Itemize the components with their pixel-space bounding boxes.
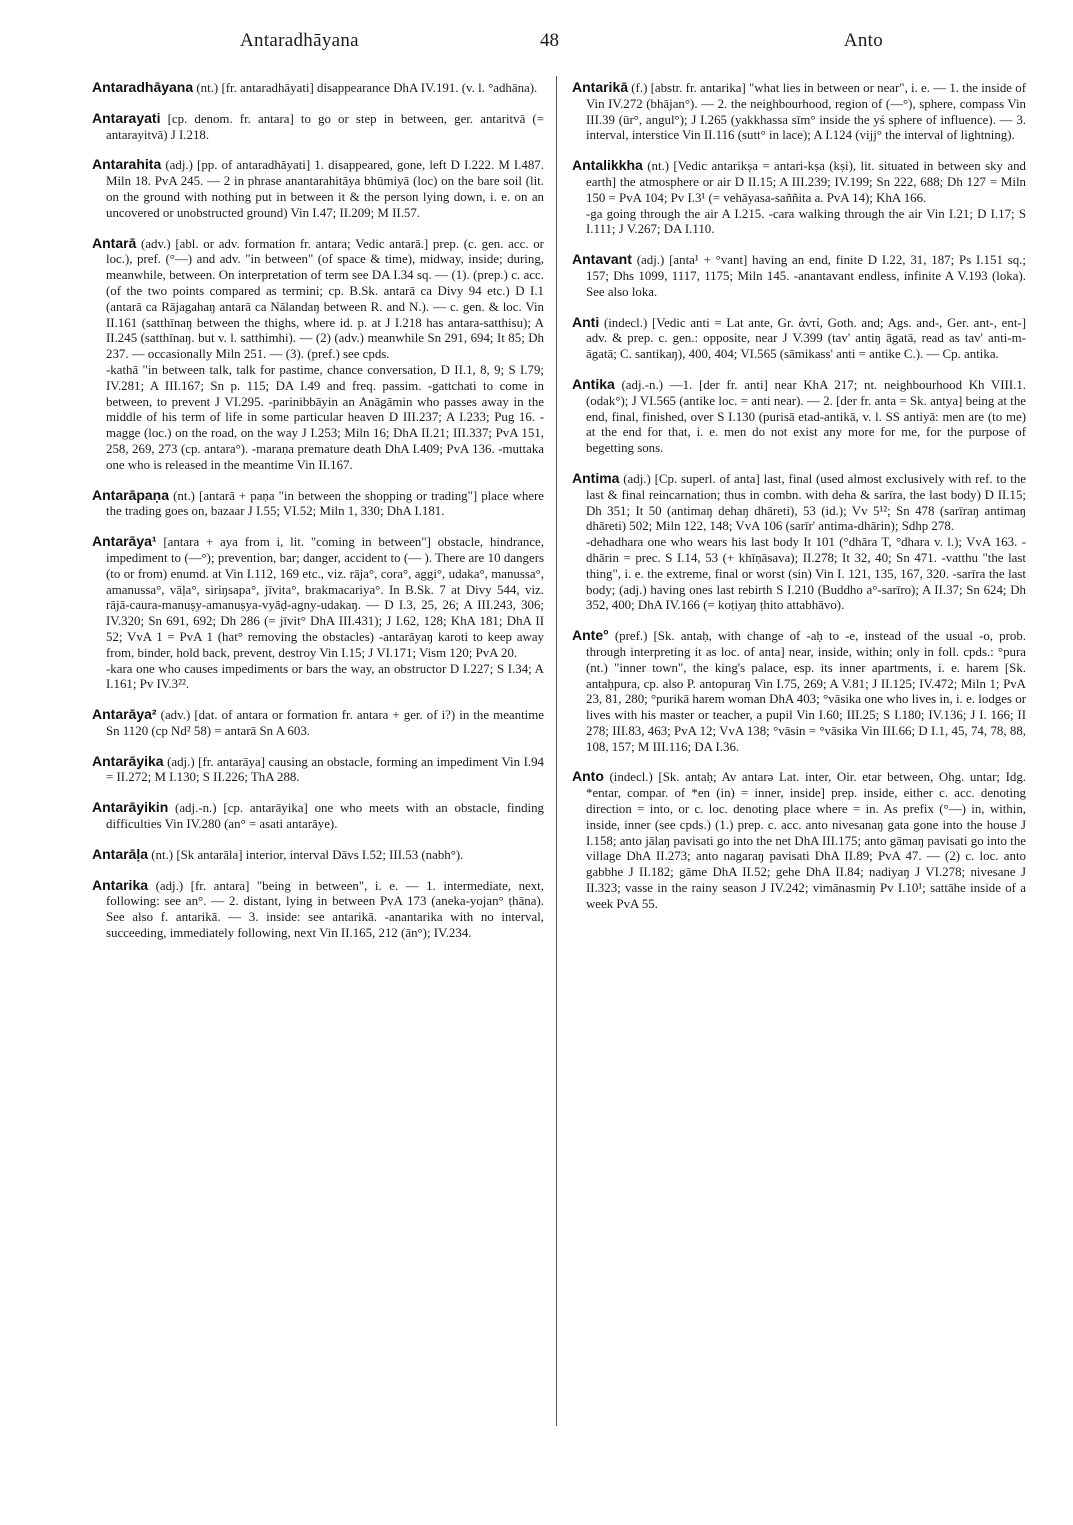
entry-compounds: -dehadhara one who wears his last body It 101 (°dhāra T, °dhara v. l.); VvA 163. -dhārin = prec. S I.14, 53 (+ khīṇāsava); II.278; It 32, 40; Sn 471. -vatthu "the last thing", i. e. the extreme, final or worst (sin) Vin I. 121, 135, 167, 320. -sarīra the last body; (adj.) having ones last rebirth S I.210 (Buddho a°-sarīro); A II.37; Sn 624; Dh 352, 400; DhA IV.166 (= koṭiyaŋ ṭhito attabhāvo).: [586, 535, 1026, 613]
entry-text: (adv.) [abl. or adv. formation fr. antara; Vedic antarā.] prep. (c. gen. acc. or loc.), pref. (°—) and adv. "in between" (of space & time), midway, inside; during, meanwhile, between. On interpretation of term see DA I.34 sq. — (1). (prep.) c. acc. (of the two points compared as termini; cp. B.Sk. antarā ca Divy 94 etc.) D I.1 (antarā ca Rājagahaŋ antarā ca Nālandaŋ between R. and N.). — c. gen. & loc. Vin II.161 (satthīnaŋ between the thighs, where id. p. at J I.218 has antara-satthisu); A II.245 (satthīnaŋ. but v. l. satthimhi). — (2) (adv.) meanwhile Sn 291, 694; It 85; Dh 237. — occasionally Miln 251. — (3). (pref.) see cpds.: [106, 236, 544, 362]
entry-text: (f.) [abstr. fr. antarika] "what lies in between or near", i. e. — 1. the inside of Vin IV.272 (bhājan°). — 2. the neighbourhood, region of (—°), sphere, compass Vin III.39 (ūr°, angul°); J I.265 (yakkhassa sīm° inside the yś sphere of influence). — 3. interval, interstice Vin II.116 (sutt° in lace); A I.124 (vijj° the interval of lightning).: [586, 81, 1026, 143]
running-head-right: Anto: [843, 30, 883, 51]
headword: Antavant: [572, 251, 632, 268]
dictionary-entry: [92, 488, 544, 521]
entry-text: (nt.) [Vedic antarikṣa = antari-kṣa (kṣi), lit. situated in between sky and earth] the atmosphere or air D II.15; A III.239; IV.199; Sn 222, 688; Dh 127 = Miln 150 = PvA 104; Pv I.3¹ (= vehāyasa-saññita a. PvA 14); KhA 166.: [586, 159, 1026, 205]
entry-text: (nt.) [Sk antarāla] interior, interval Dāvs I.52; III.53 (nabh°).: [151, 847, 464, 862]
dictionary-entry: [92, 534, 544, 693]
dictionary-entry: [92, 754, 544, 787]
entry-compounds: -ga going through the air A I.215. -cara walking through the air Vin I.21; D I.17; S I.111; J V.267; DA I.110.: [586, 206, 1026, 237]
running-head-left: Antaradhāyana: [240, 30, 359, 51]
headword: Antarayati: [92, 109, 161, 126]
dictionary-entry: [572, 471, 1026, 614]
entry-text: (nt.) [antarā + paṇa "in between the shopping or trading"] place where the trading goes on, bazaar J I.55; VI.52; Miln 1, 330; DhA I.181.: [106, 488, 544, 519]
entry-text: (indecl.) [Vedic anti = Lat ante, Gr. ἀντί, Goth. and; Ags. and-, Ger. ant-, ent-] adv. & prep. c. gen.: opposite, near J V.399 (tav' antiŋ āgatā, read as tav' anti-m-āgatā; C. santikaŋ), 400, 404; VI.565 (sāmikass' anti = antike C.). — Cp. antika.: [586, 315, 1026, 362]
entry-text: (indecl.) [Sk. antaḥ; Av antarə Lat. inter, Oir. etar between, Ohg. untar; Idg. *entar, compar. of *en (in) = inner, inside] prep. inside, either c. acc. denoting direction = into, or c. loc. denoting place where = in. As prefix (°—) in, within, inside, inner (see cpds.) (1.) prep. c. acc. anto nivesanaŋ gata gone into the house J I.158; anto jālaŋ pavisati go into the net DhA III.175; anto gāmaŋ pavisati go into the village DhA II.273; anto nagaraŋ pavisati DhA II.89; PvA 47. — (2) c. loc. anto gabbhe J II.182; gāme DhA II.52; gehe DhA II.84; nadiyaŋ J VI.278; nivesane J II.323; vasse in the rainy season J IV.242; vimānasmiŋ Pv I.10¹; sattāhe inside of a week PvA 55.: [586, 770, 1026, 911]
dictionary-entry: [572, 377, 1026, 457]
entry-text: (adj.) [pp. of antaradhāyati] 1. disappeared, gone, left D I.222. M I.487. Miln 18. PvA 245. — 2 in phrase anantarahitāya bhūmiyā (loc) on the bare soil (lit. on the ground with nothing put in between it & the person lying down, i. e. on an uncovered or unobstructed ground) Vin I.47; II.209; M II.57.: [106, 158, 544, 220]
headword: Antarāyikin: [92, 799, 169, 816]
dictionary-entry: [92, 707, 544, 740]
headword: Antarikā: [572, 79, 629, 95]
entry-compounds: -kara one who causes impediments or bars the way, an obstructor D I.227; S I.34; A I.161; Pv IV.3²².: [106, 661, 544, 692]
headword: Ante°: [572, 627, 609, 644]
entry-text: (adj.) [fr. antara] "being in between", i. e. — 1. intermediate, next, following: see an°. — 2. distant, lying in between PvA 173 (aneka-yojan° ṭhāna). See also f. antarikā. — 3. inside: see antarikā. -anantarika with no interval, succeeding, immediately following, next Vin II.165, 212 (ān°); IV.234.: [106, 878, 544, 941]
dictionary-entry: [92, 80, 544, 97]
headword: Antarāya¹: [92, 533, 157, 550]
headword: Antarāyika: [92, 752, 164, 769]
dictionary-entry: [572, 315, 1026, 363]
entry-text: [cp. denom. fr. antara] to go or step in between, ger. antaritvā (= antarayitvā) J I.218.: [106, 111, 544, 142]
entry-text: [antara + aya from i, lit. "coming in between"] obstacle, hindrance, impediment to (—°); prevention, bar; danger, accident to (— ). There are 10 dangers (to or from) enumd. at Vin I.112, 169 etc., viz. rāja°, cora°, aggi°, udaka°, manussa°, amanussa°, vāḷa°, siriŋsapa°, jīvita°, brakmacariya°. In B.Sk. 7 at Divy 544, viz. rājā-caura-manuṣy-amanuṣya-vyāḍ-agny-udakaŋ. — D I.3, 25, 26; A III.243, 306; IV.320; Sn 691, 692; Dh 286 (= jīvit° DhA III.431); J I.62, 128; KhA 181; DhA II 52; VvA 1 = PvA 1 (hat° removing the obstacles) -antarāyaŋ karoti to keep away from, binder, hold back, prevent, destroy Vin I.15; J VI.171; Vism 120; PvA 20.: [106, 535, 544, 660]
page-header: [90, 30, 993, 64]
headword: Antarika: [92, 876, 149, 893]
dictionary-entry: [572, 80, 1026, 144]
entry-text: (pref.) [Sk. antaḥ, with change of -aḥ to -e, instead of the usual -o, prob. through interpreting it as loc. of anta] near, inside, within; only in foll. cpds.: °pura (nt.) "inner town", the king's palace, esp. its inner apartments, i. e. harem [Sk. antaḥpura, cp. also P. antopuraŋ Vin I.75, 269; A V.81; J II.125; IV.472; Miln 1; PvA 23, 81, 280; °purikā harem woman DhA 403; °vāsika one who lives in, i. e. lodges or lives with his master or teacher, a pupil Vin I.60; III.25; S I.180; IV.136; J I. 166; II 278; III.83, 463; PvA 12; VvA 138; °vāsin = °vāsika Vin III.66; D I.1, 45, 74, 78, 88, 108, 157; M III.116; DA I.36.: [586, 629, 1026, 754]
dictionary-entry: [92, 800, 544, 833]
headword: Anti: [572, 313, 600, 330]
entry-text: (adj.-n.) —1. [der fr. anti] near KhA 217; nt. neighbourhood Kh VIII.1. (odak°); J VI.565 (antike loc. = anti near). — 2. [der fr. anta = Sk. antya] being at the end, final, finished, over S I.130 (purisā etad-antikā, v. l. SS antiyā: men are (to me) at the end for that, i. e. men do not exist any more for me, for the purpose of begetting sons.: [586, 377, 1026, 456]
dictionary-entry: [92, 236, 544, 474]
headword: Antarahita: [92, 156, 162, 173]
dictionary-entry: [572, 628, 1026, 755]
entry-text: (adj.) [anta¹ + °vant] having an end, finite D I.22, 31, 187; Ps I.151 sq.; 157; Dhs 1099, 1117, 1175; Miln 145. -anantavant endless, infinite A V.193 (loka). See also loka.: [586, 253, 1026, 299]
headword: Antalikkha: [572, 157, 643, 174]
dictionary-entry: [572, 769, 1026, 912]
headword: Antarāpaṇa: [92, 486, 170, 503]
headword: Antika: [572, 375, 615, 392]
dictionary-entry: [572, 252, 1026, 300]
entry-text: (nt.) [fr. antaradhāyati] disappearance DhA IV.191. (v. l. °adhāna).: [196, 81, 538, 95]
page-number: 48: [540, 30, 559, 51]
headword: Antima: [572, 469, 620, 486]
dictionary-entry: [92, 847, 544, 864]
entry-text: (adj.-n.) [cp. antarāyika] one who meets with an obstacle, finding difficulties Vin IV.280 (an° = asati antarāye).: [106, 801, 544, 832]
headword: Antarāya²: [92, 706, 157, 723]
entry-text: (adv.) [dat. of antara or formation fr. antara + ger. of i?) in the meantime Sn 1120 (cp Nd² 58) = antarā Sn A 603.: [106, 708, 544, 738]
dictionary-entry: [572, 158, 1026, 238]
right-column: [572, 80, 1026, 927]
headword: Antaradhāyana: [92, 79, 194, 95]
dictionary-entry: [92, 878, 544, 942]
headword: Antarā: [92, 234, 137, 251]
headword: Antarāḷa: [92, 845, 149, 862]
dictionary-entry: [92, 111, 544, 144]
headword: Anto: [572, 768, 604, 785]
entry-text: (adj.) [fr. antarāya] causing an obstacle, forming an impediment Vin I.94 = II.272; M I.130; S II.226; ThA 288.: [106, 754, 544, 785]
dictionary-entry: [92, 157, 544, 221]
entry-compounds: -kathā "in between talk, talk for pastime, chance conversation, D II.1, 8, 9; S I.79; IV.281; A III.167; Sn p. 115; DA I.49 and freq. passim. -gattchati to come in between, to prevent J VI.295. -parinibbāyin an Anāgāmin who passes away in the middle of his term of life in some particular heaven D III.237; A I.233; Pug 16. -magge (loc.) on the road, on the way J I.253; Miln 16; DhA II.21; III.337; PvA 151, 258, 269, 273 (cp. antara°). -maraṇa premature death DhA I.409; PvA 136. -muttaka one who is released in the meantime Vin II.167.: [106, 362, 544, 472]
entry-text: (adj.) [Cp. superl. of anta] last, final (used almost exclusively with ref. to the last & final reincarnation; thus in combn. with deha & sarīra, the last body) D II.15; Dh 351; It 50 (antimaŋ dehaŋ dhāreti), 53 (id.); Vv 5¹²; Sn 478 (sarīraŋ antimaŋ dhāreti) 502; Miln 122, 148; VvA 106 (sarīr' antima-dhārin); Sdhp 278.: [586, 471, 1026, 534]
column-divider: [556, 76, 557, 1426]
left-column: [92, 80, 544, 956]
